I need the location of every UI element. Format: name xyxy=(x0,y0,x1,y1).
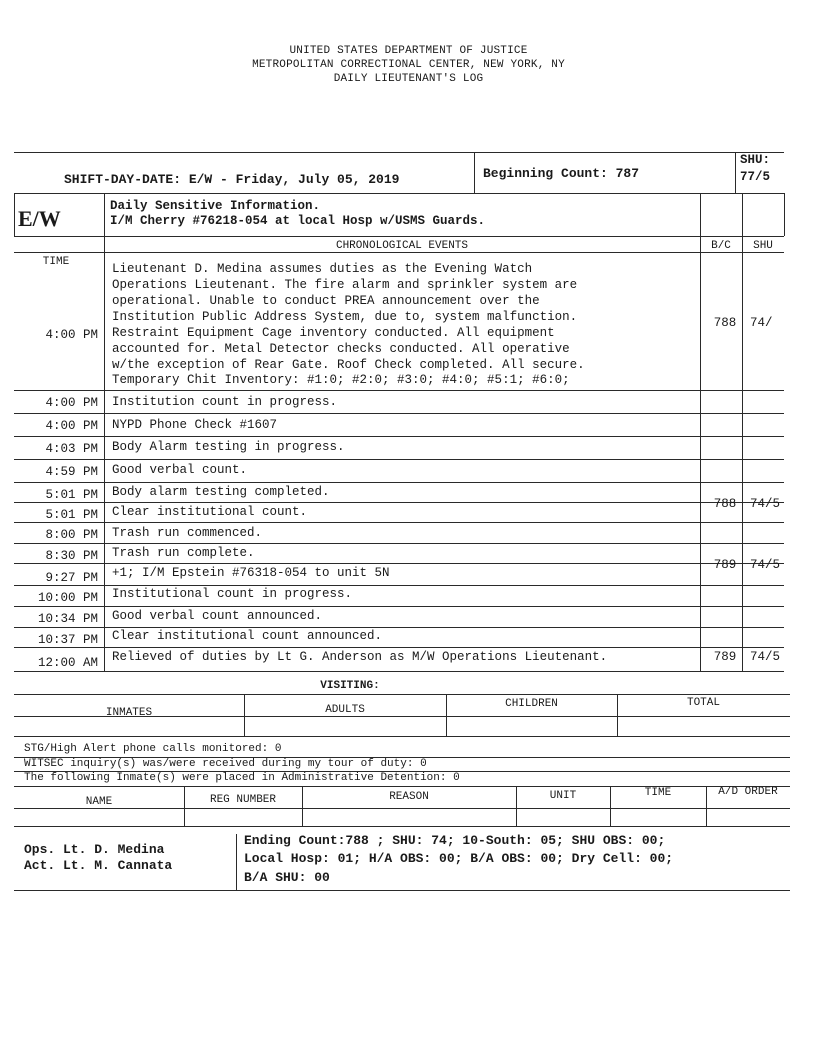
witsec-inquiries: WITSEC inquiry(s) was/were received during my tour of duty: 0 xyxy=(24,758,427,770)
entry-text-line: Institution Public Address System, due to, system malfunction. xyxy=(112,310,578,324)
entry-text: Good verbal count. xyxy=(112,463,248,477)
entry-text: Institutional count in progress. xyxy=(112,587,353,601)
hospital-observation-line: Local Hosp: 01; H/A OBS: 00; B/A OBS: 00; Dry Cell: 00; xyxy=(244,851,674,866)
entry-text-line: Restraint Equipment Cage inventory conducted. All equipment xyxy=(112,326,555,340)
stg-calls-monitored: STG/High Alert phone calls monitored: 0 xyxy=(24,743,282,755)
acting-lieutenant: Act. Lt. M. Cannata xyxy=(24,858,173,873)
sensitive-title: Daily Sensitive Information. xyxy=(110,199,321,213)
facility-title: METROPOLITAN CORRECTIONAL CENTER, NEW YORK, NY xyxy=(252,59,565,71)
visiting-inmates-header: INMATES xyxy=(105,707,153,719)
shift-day-date: SHIFT-DAY-DATE: E/W - Friday, July 05, 2019 xyxy=(64,172,400,187)
entry-text: NYPD Phone Check #1607 xyxy=(112,418,278,432)
detention-time-header: TIME xyxy=(644,787,672,799)
ops-lieutenant: Ops. Lt. D. Medina xyxy=(24,842,165,857)
entry-time: 8:30 PM xyxy=(45,549,98,563)
administrative-detention-count: The following Inmate(s) were placed in Administrative Detention: 0 xyxy=(24,772,460,784)
detention-unit-header: UNIT xyxy=(549,790,577,802)
entry-time: 10:00 PM xyxy=(37,591,98,605)
sensitive-detail: I/M Cherry #76218-054 at local Hosp w/USMS Guards. xyxy=(110,214,486,228)
entry-text-line: Operations Lieutenant. The fire alarm and sprinkler system are xyxy=(112,278,578,292)
entry-text-line: w/the exception of Rear Gate. Roof Check completed. All secure. xyxy=(112,358,585,372)
entry-text: Body alarm testing completed. xyxy=(112,485,330,499)
entry-time: 4:00 PM xyxy=(45,328,98,342)
entry-time: 4:00 PM xyxy=(45,419,98,433)
detention-reg-header: REG NUMBER xyxy=(209,794,276,806)
entry-time: 8:00 PM xyxy=(45,528,98,542)
shu-column-header: SHU xyxy=(753,240,773,252)
entry-text: Trash run complete. xyxy=(112,546,255,560)
entry-time: 4:00 PM xyxy=(45,396,98,410)
entry-shu: 74/ xyxy=(750,316,773,330)
entry-text: +1; I/M Epstein #76318-054 to unit 5N xyxy=(112,566,390,580)
entry-time: 5:01 PM xyxy=(45,508,98,522)
entry-text: Good verbal count announced. xyxy=(112,609,323,623)
detention-reason-header: REASON xyxy=(389,791,429,803)
detention-ad-order-header: A/D ORDER xyxy=(718,786,778,798)
visiting-total-header: TOTAL xyxy=(686,697,720,709)
entry-text-line: operational. Unable to conduct PREA announcement over the xyxy=(112,294,540,308)
entry-text-line: Temporary Chit Inventory: #1:0; #2:0; #3:0; #4:0; #5:1; #6:0; xyxy=(112,373,570,387)
entry-text: Clear institutional count announced. xyxy=(112,629,383,643)
agency-title: UNITED STATES DEPARTMENT OF JUSTICE xyxy=(289,45,528,57)
entry-time: 10:34 PM xyxy=(37,612,98,626)
visiting-title: VISITING: xyxy=(320,680,380,692)
entry-bc: 788 xyxy=(713,316,737,330)
entry-shu: 74/5 xyxy=(750,558,781,572)
entry-time: 9:27 PM xyxy=(45,571,98,585)
entry-text: Body Alarm testing in progress. xyxy=(112,440,345,454)
entry-text: Clear institutional count. xyxy=(112,505,308,519)
entry-bc: 789 xyxy=(713,650,737,664)
entry-shu: 74/5 xyxy=(750,497,781,511)
entry-time: 5:01 PM xyxy=(45,488,98,502)
entry-bc: 789 xyxy=(713,558,737,572)
events-column-header: CHRONOLOGICAL EVENTS xyxy=(335,240,469,252)
beginning-count: Beginning Count: 787 xyxy=(483,166,640,181)
entry-time: 12:00 AM xyxy=(37,656,98,670)
visiting-adults-header: ADULTS xyxy=(325,704,365,716)
entry-text: Trash run commenced. xyxy=(112,526,263,540)
entry-time: 10:37 PM xyxy=(37,633,98,647)
entry-text: Relieved of duties by Lt G. Anderson as M/W Operations Lieutenant. xyxy=(112,650,608,664)
entry-text: Institution count in progress. xyxy=(112,395,338,409)
visiting-children-header: CHILDREN xyxy=(505,698,558,710)
log-title: DAILY LIEUTENANT'S LOG xyxy=(333,73,484,85)
entry-time: 4:03 PM xyxy=(45,442,98,456)
entry-time: 4:59 PM xyxy=(45,465,98,479)
shu-label: SHU: xyxy=(740,153,771,167)
entry-text-line: Lieutenant D. Medina assumes duties as the Evening Watch xyxy=(112,262,533,276)
shift-code: E/W xyxy=(18,206,61,231)
entry-bc: 788 xyxy=(713,497,737,511)
ending-count-line: Ending Count:788 ; SHU: 74; 10-South: 05; SHU OBS: 00; xyxy=(244,833,666,848)
bc-column-header: B/C xyxy=(711,240,731,252)
entry-text-line: accounted for. Metal Detector checks conducted. All operative xyxy=(112,342,570,356)
shu-start-value: 77/5 xyxy=(740,170,771,184)
entry-shu: 74/5 xyxy=(750,650,781,664)
ba-shu-line: B/A SHU: 00 xyxy=(244,870,330,885)
time-column-header: TIME xyxy=(42,256,70,268)
detention-name-header: NAME xyxy=(85,796,113,808)
